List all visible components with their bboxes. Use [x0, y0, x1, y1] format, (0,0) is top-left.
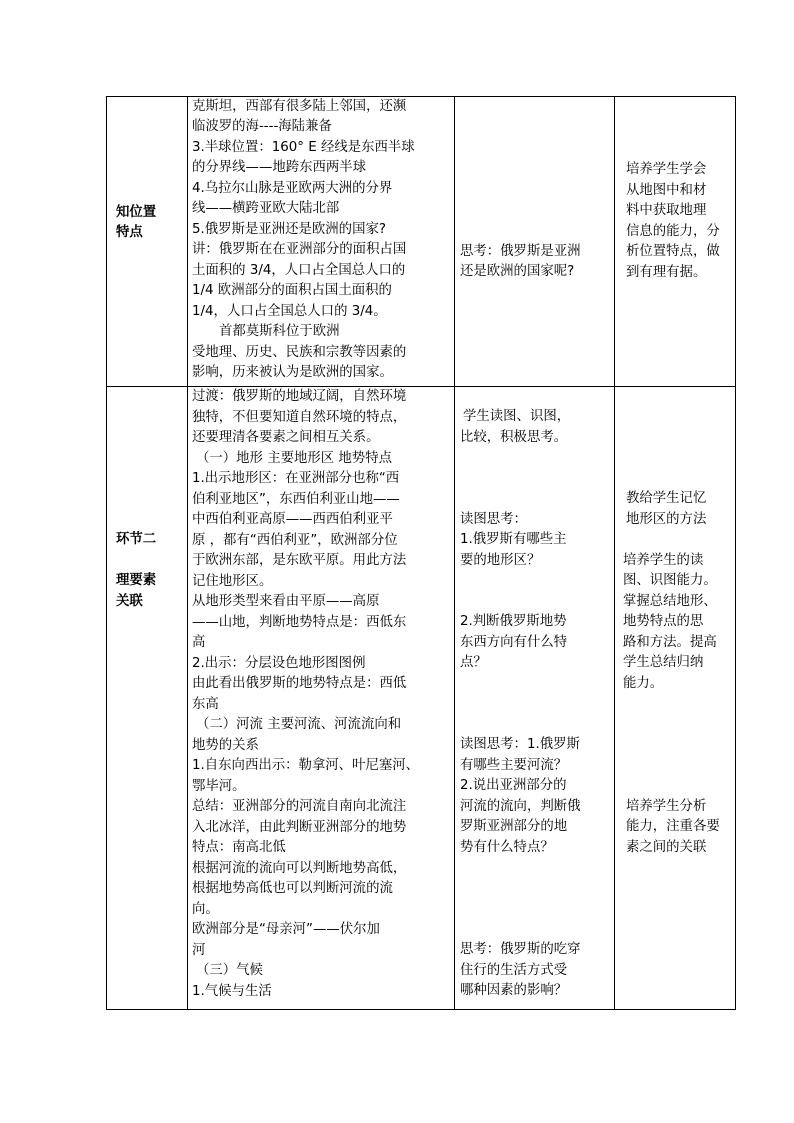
- content-line: 中西伯利亚高原——西西伯利亚平: [192, 512, 393, 527]
- content-line: 克斯坦，西部有很多陆上邻国，还濒: [192, 99, 407, 114]
- goal-line: 培养学生分析: [626, 799, 707, 814]
- content-line: 的分界线——地跨东西两半球: [192, 160, 367, 175]
- activity-line: 思考：俄罗斯是亚洲: [460, 244, 581, 259]
- design-intent-cell: [615, 387, 736, 1010]
- goal-line: 培养学生的读: [623, 553, 704, 568]
- activity-line: 罗斯亚洲部分的地: [460, 819, 568, 834]
- content-line: 1.自东向西出示：勒拿河、叶尼塞河、: [192, 758, 420, 773]
- content-line: 讲：俄罗斯在在亚洲部分的面积占国: [192, 242, 407, 257]
- content-line: 向。: [192, 902, 219, 917]
- content-line: ——山地，判断地势特点是：西低东: [192, 615, 407, 630]
- content-line: 过渡：俄罗斯的地域辽阔，自然环境: [192, 389, 407, 404]
- goal-line: 从地图中和材: [626, 183, 707, 198]
- activity-line: 2.说出亚洲部分的: [460, 778, 567, 793]
- activity-line: 还是欧洲的国家呢?: [460, 264, 575, 279]
- section-label-line: 理要素: [116, 573, 157, 588]
- teaching-content-cell: [188, 387, 455, 1010]
- content-line: 从地形类型来看由平原——高原: [192, 594, 380, 609]
- content-line: 根据地势高低也可以判断河流的流: [192, 881, 393, 896]
- student-activity-cell: [455, 97, 615, 387]
- activity-line: 读图思考：1.俄罗斯: [460, 737, 580, 752]
- content-line: 1.气候与生活: [192, 984, 272, 999]
- content-line: 地势的关系: [192, 738, 259, 753]
- content-line: 根据河流的流向可以判断地势高低，: [192, 861, 407, 876]
- student-activity-cell: [455, 387, 615, 1010]
- goal-line: 素之间的关联: [626, 840, 707, 855]
- content-line: 首都莫斯科位于欧洲: [219, 324, 340, 339]
- content-line: 1.出示地形区：在亚洲部分也称“西: [192, 471, 400, 486]
- content-line: 记住地形区。: [192, 574, 273, 589]
- content-line: 东高: [192, 697, 219, 712]
- content-line: 影响，历来被认为是欧洲的国家。: [192, 365, 393, 380]
- table-row: [107, 387, 736, 1010]
- table-row: [107, 97, 736, 387]
- content-line: 1/4，人口占全国总人口的 3/4。: [192, 304, 387, 319]
- content-line: 伯利亚地区”，东西伯利亚山地——: [192, 492, 400, 507]
- content-line: 河: [192, 943, 206, 958]
- section-label-line: 环节二: [116, 532, 157, 547]
- lesson-plan-table: [106, 96, 736, 1010]
- activity-line: 哪种因素的影响？: [460, 983, 568, 998]
- content-line: 于欧洲东部，是东欧平原。用此方法: [192, 553, 407, 568]
- section-label-cell: [107, 97, 188, 387]
- content-line: 高: [192, 635, 206, 650]
- goal-line: 图、识图能力。: [623, 573, 717, 588]
- activity-line: 点？: [460, 655, 487, 670]
- goal-line: 能力。: [623, 676, 664, 691]
- content-line: （一）地形 主要地形区 地势特点: [196, 451, 392, 466]
- goal-line: 教给学生记忆: [626, 491, 707, 506]
- activity-line: 思考：俄罗斯的吃穿: [460, 942, 581, 957]
- content-line: 鄂毕河。: [192, 779, 246, 794]
- content-line: 1/4 欧洲部分的面积占国土面积的: [192, 283, 392, 298]
- goal-line: 路和方法。提高: [623, 635, 717, 650]
- activity-line: 河流的流向，判断俄: [460, 799, 581, 814]
- content-line: 入北冰洋，由此判断亚洲部分的地势: [192, 820, 407, 835]
- design-intent-cell: [615, 97, 736, 387]
- goal-line: 学生总结归纳: [623, 655, 704, 670]
- goal-line: 地形区的方法: [626, 512, 707, 527]
- goal-line: 信息的能力，分: [626, 224, 720, 239]
- content-line: 受地理、历史、民族和宗教等因素的: [192, 345, 407, 360]
- content-line: （三）气候: [196, 963, 263, 978]
- goal-line: 掌握总结地形、: [623, 594, 717, 609]
- goal-line: 到有理有据。: [626, 265, 707, 280]
- content-line: 由此看出俄罗斯的地势特点是：西低: [192, 676, 407, 691]
- content-line: 总结：亚洲部分的河流自南向北流注: [192, 799, 407, 814]
- content-line: 线——横跨亚欧大陆北部: [192, 201, 340, 216]
- activity-line: 有哪些主要河流？: [460, 758, 568, 773]
- content-line: 原 ，都有“西伯利亚”，欧洲部分位: [192, 533, 398, 548]
- content-line: 独特，不但要知道自然环境的特点，: [192, 410, 407, 425]
- content-line: 欧洲部分是“母亲河”——伏尔加: [192, 922, 380, 937]
- section-label-cell: [107, 387, 188, 1010]
- goal-line: 培养学生学会: [626, 162, 707, 177]
- goal-line: 能力，注重各要: [626, 819, 720, 834]
- activity-line: 要的地形区？: [460, 553, 541, 568]
- content-line: 4.乌拉尔山脉是亚欧两大洲的分界: [192, 181, 393, 196]
- activity-line: 2.判断俄罗斯地势: [460, 614, 567, 629]
- section-label-line: 关联: [116, 594, 143, 609]
- activity-line: 东西方向有什么特: [460, 635, 568, 650]
- teaching-content-cell: [188, 97, 455, 387]
- activity-line: 读图思考：: [460, 512, 527, 527]
- content-line: 3.半球位置：160° E 经线是东西半球: [192, 140, 415, 155]
- section-label-line: 特点: [116, 225, 143, 240]
- activity-line: 1.俄罗斯有哪些主: [460, 532, 567, 547]
- goal-line: 析位置特点，做: [626, 244, 720, 259]
- content-line: 2.出示：分层设色地形图图例: [192, 656, 366, 671]
- section-label-line: 知位置: [116, 205, 157, 220]
- content-line: 土面积的 3/4，人口占全国总人口的: [192, 263, 406, 278]
- content-line: 5.俄罗斯是亚洲还是欧洲的国家?: [192, 222, 386, 237]
- goal-line: 料中获取地理: [626, 203, 707, 218]
- goal-line: 地势特点的思: [623, 614, 704, 629]
- activity-line: 学生读图、识图，: [463, 409, 571, 424]
- activity-line: 势有什么特点？: [460, 840, 554, 855]
- activity-line: 比较，积极思考。: [460, 430, 568, 445]
- content-line: （二）河流 主要河流、河流流向和: [196, 717, 402, 732]
- activity-line: 住行的生活方式受: [460, 963, 568, 978]
- content-line: 特点：南高北低: [192, 840, 286, 855]
- content-line: 临波罗的海----海陆兼备: [192, 119, 332, 134]
- content-line: 还要理清各要素之间相互关系。: [192, 430, 380, 445]
